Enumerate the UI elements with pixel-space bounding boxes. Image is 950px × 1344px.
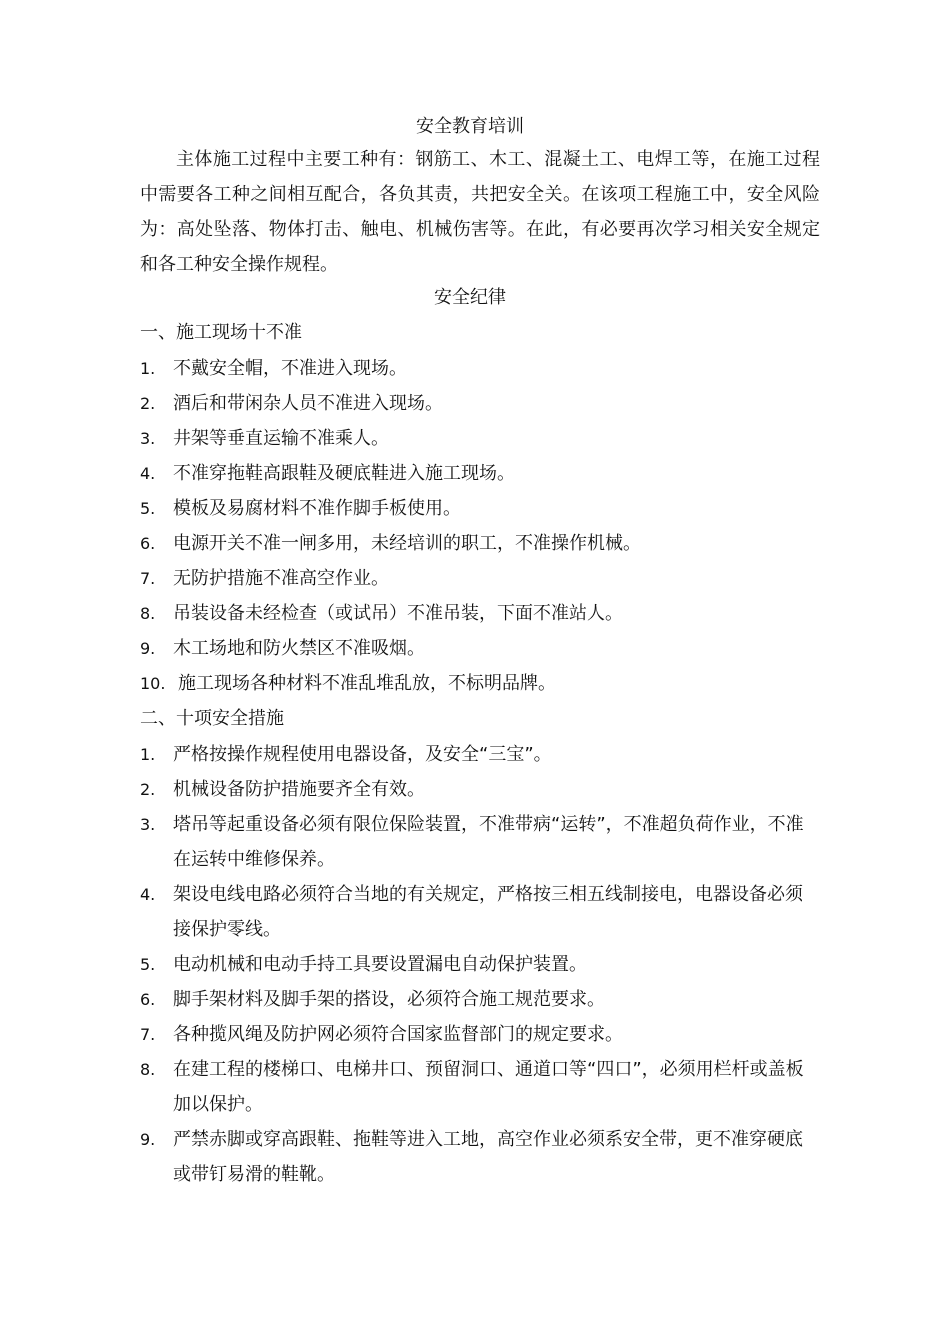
- section-title: 安全纪律: [434, 287, 506, 308]
- item-text: 脚手架材料及脚手架的搭设，必须符合施工规范要求。: [173, 989, 605, 1010]
- item-number: 8.: [140, 1060, 156, 1079]
- item-number: 3.: [140, 429, 156, 448]
- item-text: 在建工程的楼梯口、电梯井口、预留洞口、通道口等“四口”，必须用栏杆或盖板加以保护。: [173, 1059, 804, 1115]
- list-item: [140, 772, 820, 807]
- list-item: [140, 491, 820, 526]
- item-text: 严禁赤脚或穿高跟鞋、拖鞋等进入工地，高空作业必须系安全带，更不准穿硬底或带钉易滑的鞋靴。: [173, 1129, 803, 1185]
- item-text: 吊装设备未经检查（或试吊）不准吊装，下面不准站人。: [173, 603, 623, 624]
- list-item: [140, 737, 820, 772]
- item-number: 4.: [140, 464, 156, 483]
- item-text: 酒后和带闲杂人员不准进入现场。: [173, 393, 443, 414]
- list-item: [140, 386, 820, 421]
- item-number: 9.: [140, 1130, 156, 1149]
- item-text: 施工现场各种材料不准乱堆乱放，不标明品牌。: [178, 673, 556, 694]
- list-item: [140, 982, 820, 1017]
- part2-list: [140, 737, 820, 1192]
- item-number: 9.: [140, 639, 156, 658]
- list-item: [140, 351, 820, 386]
- list-item: [140, 526, 820, 561]
- list-item: [140, 807, 820, 877]
- item-text: 塔吊等起重设备必须有限位保险装置，不准带病“运转”，不准超负荷作业，不准在运转中维修保养。: [173, 814, 804, 870]
- item-text: 模板及易腐材料不准作脚手板使用。: [173, 498, 461, 519]
- part1-heading: 一、施工现场十不准: [140, 322, 302, 343]
- part1-list: [140, 351, 820, 701]
- item-text: 架设电线电路必须符合当地的有关规定，严格按三相五线制接电，电器设备必须接保护零线。: [173, 884, 803, 940]
- item-text: 电源开关不准一闸多用，未经培训的职工，不准操作机械。: [173, 533, 641, 554]
- item-number: 2.: [140, 394, 156, 413]
- item-text: 不戴安全帽，不准进入现场。: [173, 358, 407, 379]
- item-number: 1.: [140, 745, 156, 764]
- list-item: [140, 421, 820, 456]
- list-item: [140, 947, 820, 982]
- document-title: 安全教育培训: [416, 116, 524, 137]
- item-number: 2.: [140, 780, 156, 799]
- list-item: [140, 666, 820, 701]
- item-number: 7.: [140, 569, 156, 588]
- item-text: 各种揽风绳及防护网必须符合国家监督部门的规定要求。: [173, 1024, 623, 1045]
- list-item: [140, 456, 820, 491]
- list-item: [140, 1122, 820, 1192]
- part2-heading: 二、十项安全措施: [140, 708, 284, 729]
- item-number: 10.: [140, 674, 166, 693]
- item-text: 无防护措施不准高空作业。: [173, 568, 389, 589]
- list-item: [140, 596, 820, 631]
- item-number: 7.: [140, 1025, 156, 1044]
- item-text: 不准穿拖鞋高跟鞋及硬底鞋进入施工现场。: [173, 463, 515, 484]
- item-number: 8.: [140, 604, 156, 623]
- item-text: 木工场地和防火禁区不准吸烟。: [173, 638, 425, 659]
- list-item: [140, 1017, 820, 1052]
- item-number: 3.: [140, 815, 156, 834]
- item-number: 4.: [140, 885, 156, 904]
- item-number: 1.: [140, 359, 156, 378]
- list-item: [140, 561, 820, 596]
- item-number: 5.: [140, 499, 156, 518]
- intro-paragraph: 主体施工过程中主要工种有：钢筋工、木工、混凝土工、电焊工等，在施工过程中需要各工种之间相互配合，各负其责，共把安全关。在该项工程施工中，安全风险为：高处坠落、物体打击、触电、机械伤害等。在此，有必要再次学习相关安全规定和各工种安全操作规程。: [140, 149, 820, 275]
- list-item: [140, 877, 820, 947]
- item-text: 井架等垂直运输不准乘人。: [173, 428, 389, 449]
- item-text: 电动机械和电动手持工具要设置漏电自动保护装置。: [173, 954, 587, 975]
- list-item: [140, 631, 820, 666]
- item-number: 6.: [140, 534, 156, 553]
- item-number: 6.: [140, 990, 156, 1009]
- item-number: 5.: [140, 955, 156, 974]
- item-text: 严格按操作规程使用电器设备，及安全“三宝”。: [173, 744, 552, 765]
- list-item: [140, 1052, 820, 1122]
- item-text: 机械设备防护措施要齐全有效。: [173, 779, 425, 800]
